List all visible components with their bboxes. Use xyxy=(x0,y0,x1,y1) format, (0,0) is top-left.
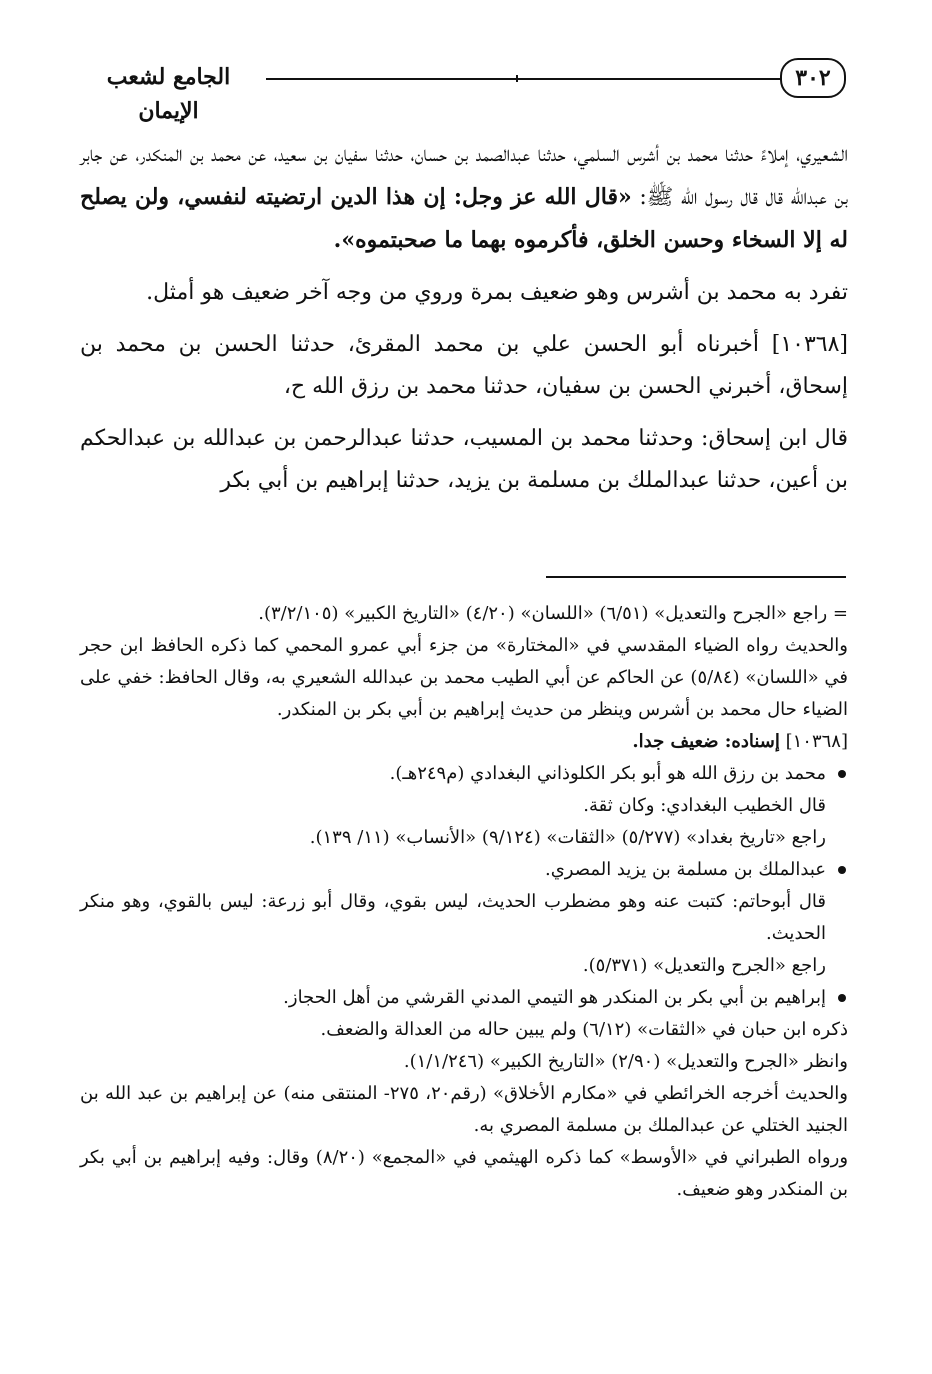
bullet-icon xyxy=(838,770,846,778)
footnote-line: ورواه الطبراني في «الأوسط» كما ذكره الهيثمي في «المجمع» (٨/٢٠) وقال: وفيه إبراهيم بن أبي بكر بن المنكدر وهو ضعيف. xyxy=(80,1147,849,1200)
footnote-line: والحديث أخرجه الخرائطي في «مكارم الأخلاق» (رقم٢٠، ٢٧٥- المنتقى منه) عن إبراهيم بن عبد الله بن الجنيد الختلي عن عبدالملك بن مسلمة المصري به. xyxy=(80,1083,848,1136)
bullet-icon xyxy=(838,866,846,874)
footnote-line: = راجع «الجرح والتعديل» (٦/٥١) «اللسان» (٤/٢٠) «التاريخ الكبير» (٣/٢/١٠٥). xyxy=(258,603,848,624)
isnad-text: الشعيري، إملاءً حدثنا محمد بن أشرس السلمي، حدثنا عبدالصمد بن حسان، حدثنا سفيان بن سعيد، عن محمد بن المنكدر، عن جابر بن عبدالله قال قال رسول الله ﷺ: xyxy=(80,142,848,210)
hadith-paragraph xyxy=(80,134,848,262)
hadith-matn: «قال الله عز وجل: إن هذا الدين ارتضيته لنفسي، ولن يصلح له إلا السخاء وحسن الخلق، فأكرموه بهما ما صحبتموه». xyxy=(80,184,848,253)
footnote-line: راجع «تاريخ بغداد» (٥/٢٧٧) «الثقات» (٩/١٢٤) «الأنساب» (١١/ ١٣٩). xyxy=(309,827,826,848)
book-title: الجامع لشعب الإيمان xyxy=(106,64,231,124)
footnotes xyxy=(80,598,848,1206)
header-rule-tick xyxy=(516,75,518,82)
page-number: ٣٠٢ xyxy=(780,58,846,98)
footnote-divider xyxy=(546,576,846,578)
footnote-line: والحديث رواه الضياء المقدسي في «المختارة» من جزء أبي عمرو المحمي كما ذكره الحافظ ابن حجر في «اللسان» (٥/٨٤) عن الحاكم عن أبي الطيب محمد بن عبدالله الشعيري به، وقال الحافظ: خفي على الضياء حال محمد بن أشرس وينظر من حديث إبراهيم بن أبي بكر بن المنكدر. xyxy=(80,635,849,720)
isnad-continuation-paragraph: قال ابن إسحاق: وحدثنا محمد بن المسيب، حدثنا عبدالرحمن بن عبدالله بن عبدالحكم بن أعين، حدثنا عبدالملك بن مسلمة بن يزيد، حدثنا إبراهيم بن أبي بكر xyxy=(80,426,848,493)
narrator-item: محمد بن رزق الله هو أبو بكر الكلوذاني البغدادي (م٢٤٩هـ). xyxy=(80,758,848,790)
footnote-line: وانظر «الجرح والتعديل» (٢/٩٠) «التاريخ الكبير» (١/١/٢٤٦). xyxy=(403,1051,848,1072)
footnote-line: راجع «الجرح والتعديل» (٥/٣٧١). xyxy=(582,955,826,976)
footnote-line: قال أبوحاتم: كتبت عنه وهو مضطرب الحديث، ليس بقوي، وقال أبو زرعة: ليس بالقوي، وهو منكر الحديث. xyxy=(80,891,826,944)
header-rule xyxy=(266,78,780,80)
narrator-item: إبراهيم بن أبي بكر بن المنكدر هو التيمي المدني القرشي من أهل الحجاز. xyxy=(80,982,848,1014)
footnote-line: قال الخطيب البغدادي: وكان ثقة. xyxy=(583,795,826,816)
footnote-ref: [١٠٣٦٨] xyxy=(785,731,848,752)
page-header xyxy=(76,58,846,124)
footnote-line: ذكره ابن حبان في «الثقات» (٦/١٢) ولم يبين حاله من العدالة والضعف. xyxy=(320,1019,848,1040)
bullet-icon xyxy=(838,994,846,1002)
hadith-10368-paragraph: [١٠٣٦٨] أخبرناه أبو الحسن علي بن محمد المقرئ، حدثنا الحسن بن محمد بن إسحاق، أخبرني الحسن بن سفيان، حدثنا محمد بن رزق الله ح، xyxy=(80,332,848,399)
narrator-item: عبدالملك بن مسلمة بن يزيد المصري. xyxy=(80,854,848,886)
footnote-isnad-grade xyxy=(80,726,848,758)
main-text xyxy=(80,134,848,502)
commentary-paragraph: تفرد به محمد بن أشرس وهو ضعيف بمرة وروي من وجه آخر ضعيف هو أمثل. xyxy=(146,280,848,305)
isnad-grade: إسناده: ضعيف جدا. xyxy=(632,731,780,752)
